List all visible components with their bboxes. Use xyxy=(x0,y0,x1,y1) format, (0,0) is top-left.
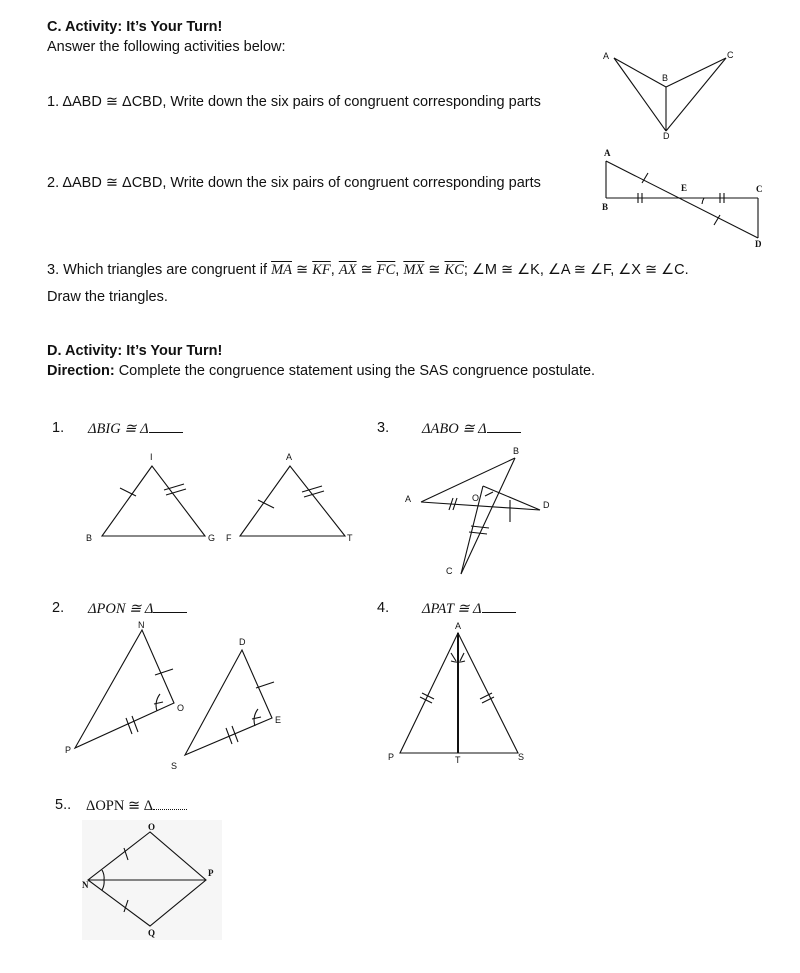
question-3-prefix: 3. Which triangles are congruent if xyxy=(47,262,268,278)
fig-d1-label-g: G xyxy=(208,533,216,543)
figure-c2 xyxy=(598,148,768,253)
fig-c2-label-d: D xyxy=(755,239,762,249)
section-d-direction xyxy=(47,363,595,379)
fig-c2-label-a: A xyxy=(604,148,611,158)
figure-d2 xyxy=(60,620,300,775)
fig-d2-label-s: S xyxy=(171,761,178,771)
item-1-statement: ΔBIG ≅ Δ xyxy=(88,420,183,438)
answer-blank-4[interactable] xyxy=(482,600,516,613)
direction-label: Direction: xyxy=(47,363,115,379)
fig-d1-label-a: A xyxy=(286,452,293,462)
figure-d4 xyxy=(380,617,550,767)
question-2: 2. ΔABD ≅ ΔCBD, Write down the six pairs of congruent corresponding parts xyxy=(47,175,541,191)
item-3-number: 3. xyxy=(377,420,390,436)
question-3-angles: ; ∠M ≅ ∠K, ∠A ≅ ∠F, ∠X ≅ ∠C. xyxy=(463,262,689,278)
fig-c2-label-e: E xyxy=(681,183,688,193)
fig-c1-label-d: D xyxy=(663,131,670,141)
figure-c1 xyxy=(600,45,740,140)
fig-c1-label-c: C xyxy=(727,50,734,60)
fig-d4-label-a: A xyxy=(455,621,462,631)
fig-d1-label-t: T xyxy=(347,533,353,543)
fig-c2-label-b: B xyxy=(602,202,609,212)
fig-d5-label-n: N xyxy=(82,880,89,890)
fig-d3-label-d: D xyxy=(543,500,550,510)
fig-d4-label-s: S xyxy=(518,752,525,762)
answer-blank-2[interactable] xyxy=(153,600,187,613)
item-5-number: 5.. xyxy=(55,797,72,813)
section-c-title: C. Activity: It’s Your Turn! xyxy=(47,19,223,35)
fig-d1-label-b: B xyxy=(86,533,93,543)
segment-mx: $\overline{MX}$ xyxy=(403,262,425,278)
item-4-statement: ΔPAT ≅ Δ xyxy=(422,600,516,618)
item-2-statement: ΔPON ≅ Δ xyxy=(88,600,187,618)
fig-d5-label-q: Q xyxy=(148,928,156,938)
item-2-number: 2. xyxy=(52,600,65,616)
segment-ax: $\overline{AX}$ xyxy=(338,262,357,278)
item-5-statement: ΔOPN ≅ Δ xyxy=(86,797,187,815)
fig-d2-label-n: N xyxy=(138,620,145,630)
fig-d2-label-d: D xyxy=(239,637,246,647)
segment-kc: $\overline{KC}$ xyxy=(444,262,464,278)
answer-blank-1[interactable] xyxy=(149,420,183,433)
item-4-number: 4. xyxy=(377,600,390,616)
fig-d4-label-t: T xyxy=(455,755,461,765)
figure-d1 xyxy=(80,448,370,548)
direction-text: Complete the congruence statement using the SAS congruence postulate. xyxy=(114,363,596,379)
segment-ma: $\overline{MA}$ xyxy=(271,262,292,278)
fig-d5-label-o: O xyxy=(148,822,156,832)
figure-d5 xyxy=(78,818,238,943)
question-1: 1. ΔABD ≅ ΔCBD, Write down the six pairs of congruent corresponding parts xyxy=(47,94,541,110)
fig-d1-label-i: I xyxy=(150,452,153,462)
fig-d4-label-p: P xyxy=(388,752,395,762)
fig-d3-label-c: C xyxy=(446,566,453,576)
item-1-number: 1. xyxy=(52,420,65,436)
segment-kf: $\overline{KF}$ xyxy=(312,262,331,278)
figure-d3 xyxy=(395,440,565,580)
fig-d2-label-o: O xyxy=(177,703,185,713)
answer-blank-5[interactable] xyxy=(153,797,187,810)
fig-d3-label-b: B xyxy=(513,446,520,456)
section-d-title: D. Activity: It’s Your Turn! xyxy=(47,343,223,359)
fig-d5-label-p: P xyxy=(208,868,214,878)
fig-d2-label-p: P xyxy=(65,745,72,755)
question-3-line2: Draw the triangles. xyxy=(47,289,168,305)
question-3: 3. Which triangles are congruent if $\overline{MA}$ ≅ $\overline{KF}$, $\overline{AX}$ ≅ $\overline{FC}$, $\overline{MX}$ ≅ $\overline{KC}$; ∠M ≅ ∠K, ∠A ≅ ∠F, ∠X ≅ ∠C. xyxy=(47,262,689,278)
fig-c1-label-a: A xyxy=(603,51,610,61)
segment-fc: $\overline{FC}$ xyxy=(376,262,396,278)
fig-d3-label-o: O xyxy=(472,493,480,503)
fig-c1-label-b: B xyxy=(662,73,669,83)
answer-blank-3[interactable] xyxy=(487,420,521,433)
fig-d3-label-a: A xyxy=(405,494,412,504)
fig-c2-label-c: C xyxy=(756,184,763,194)
fig-d1-label-f: F xyxy=(226,533,232,543)
fig-d2-label-e: E xyxy=(275,715,282,725)
section-c-instruction: Answer the following activities below: xyxy=(47,39,286,55)
item-3-statement: ΔABO ≅ Δ xyxy=(422,420,521,438)
